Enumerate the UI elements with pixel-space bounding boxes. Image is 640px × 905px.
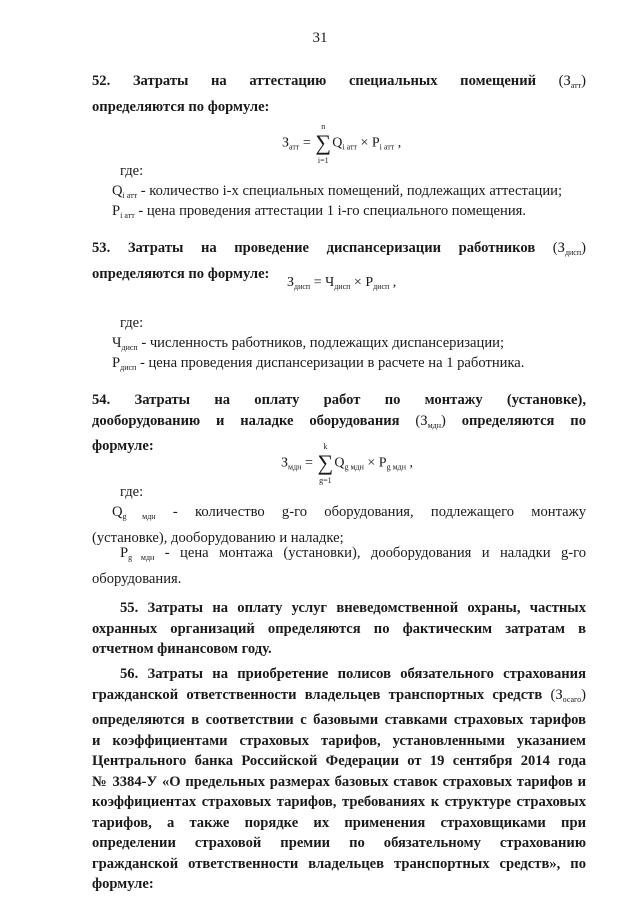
section-56-line-3: определяются в соответствии с базовыми ставками страховых тарифов [92,712,586,728]
word: монтажу [424,392,483,408]
where-label: где: [120,484,144,500]
section-52-heading [92,71,586,117]
word: проведение [234,240,310,256]
symbol-z-osago: $(З_{осаго})$ [550,686,586,704]
word: оборудования, [324,504,414,520]
where-label: где: [120,163,144,179]
formula-52: $З_{атт}$ = n ∑ i=1 $Q_{i атт} \times P_{i атт}$ , [282,122,402,165]
section-55-line-2: охранных организаций определяются по фактическим затратам в [92,620,586,637]
section-56 [92,664,586,895]
word: подлежащего [430,504,514,520]
word: дооборудования [370,545,472,561]
word: на [211,73,227,89]
word: на [200,240,217,256]
section-54-heading-line-2 [92,411,586,437]
section-56-line-8: тарифов, а также порядке их применения страховщиками при [92,814,586,831]
word: диспансеризации [326,240,442,256]
word: монтажу [531,504,587,520]
word: 53. [92,240,111,256]
definition-ch-disp: $Ч_{дисп}$ - численность работников, подлежащих диспансеризации; [112,335,505,352]
definition-p-att: $P_{i атт}$ - цена проведения аттестации 1 i-го специального помещения. [112,203,526,220]
section-55-line-1: 55. Затраты на оплату услуг вневедомственной охраны, частных [120,600,586,616]
word: g-го [281,504,307,520]
definition-p-disp: $P_{дисп}$ - цена проведения диспансеризации в расчете на 1 работника. [112,355,525,372]
section-53-heading-line-1 [92,238,586,264]
word: и [216,412,225,429]
sum-sign: k ∑ g=1 [317,442,334,485]
word: на [214,392,231,408]
definition-q-mdn [92,502,586,548]
definition-p-mdn [92,543,586,589]
word: работ [323,392,361,408]
section-56-line-9: определении страховой премии по обязательному страхованию [92,835,586,851]
formula-53: $З_{дисп} = Ч_{дисп} \times P_{дисп}$ , [287,275,397,291]
section-56-line-2: гражданской ответственности владельцев транспортных средств $(З_{осаго})$ [92,686,586,704]
word: g-го [560,545,587,561]
word: - [172,504,178,520]
word: (установки), [283,545,361,561]
definition-q-att: $Q_{i атт}$ - количество i-х специальных помещений, подлежащих аттестации; [112,183,563,200]
section-56-line-4: и коэффициентами страховых тарифов, установленными указанием [92,732,586,749]
section-54-heading-line-3: формуле: [92,438,154,454]
word: Затраты [134,392,191,408]
section-55 [92,598,586,660]
where-label: где: [120,315,144,331]
page-number: 31 [312,30,328,46]
word: (установке), [506,392,586,408]
word: цена [180,545,209,561]
word: дооборудованию [92,412,201,429]
section-54-heading [92,390,586,457]
word: и [481,545,490,561]
word: Затраты [132,73,189,89]
section-56-line-11: формуле: [92,876,154,892]
word: - [164,545,170,561]
symbol-z-att: $(З_{атт})$ [558,73,587,90]
word: оборудования [309,412,400,429]
word: специальных [348,73,438,89]
word: Затраты [127,240,184,256]
word: 52. [92,73,111,89]
definition-p-mdn-line-1 [92,543,586,569]
symbol-z-mdn: $(З_{мдн})$ [415,412,446,430]
word: определяются [461,412,555,429]
word: наладке [240,412,294,429]
section-56-line-7: коэффициентах страховых тарифов, требованиях к структуре страховых [92,794,586,810]
definition-p-mdn-line-2: оборудования. [92,570,182,587]
word: помещений [460,73,537,89]
definition-q-mdn-line-2: (установке), дооборудованию и наладке; [92,529,344,546]
section-55-line-3: отчетном финансовом году. [92,641,272,657]
word: по [384,392,401,408]
section-56-line-10: гражданской ответственности владельцев транспортных средств», по [92,855,586,872]
section-54-heading-line-1 [92,390,586,411]
word: аттестацию [249,73,327,89]
section-56-line-5: Центрального банка Российской Федерации от 19 сентября 2014 года [92,753,586,769]
word: количество [194,504,265,520]
word: 54. [92,392,111,408]
section-52-heading-line-1 [92,71,586,97]
word: по [570,412,587,429]
word: монтажа [219,545,273,561]
definition-q-mdn-line-1 [92,502,586,528]
formula-54: $З_{мдн}$ = k ∑ g=1 $Q_{g мдн} \times P_{g мдн}$ , [281,442,414,485]
sum-sign: n ∑ i=1 [315,122,332,165]
section-56-line-1: 56. Затраты на приобретение полисов обязательного страхования [120,666,586,682]
word: работников [458,240,536,256]
word: оплату [254,392,300,408]
section-53-heading-line-2: определяются по формуле: [92,265,270,282]
symbol: $Q_{g мдн}$ [112,504,156,521]
word: наладки [500,545,551,561]
symbol-z-disp: $(З_{дисп})$ [552,240,587,257]
section-56-line-6: № 3384-У «О предельных размерах базовых ставок страховых тарифов и [92,773,586,790]
section-52-heading-line-2: определяются по формуле: [92,98,270,115]
symbol: $P_{g мдн}$ [120,545,155,562]
